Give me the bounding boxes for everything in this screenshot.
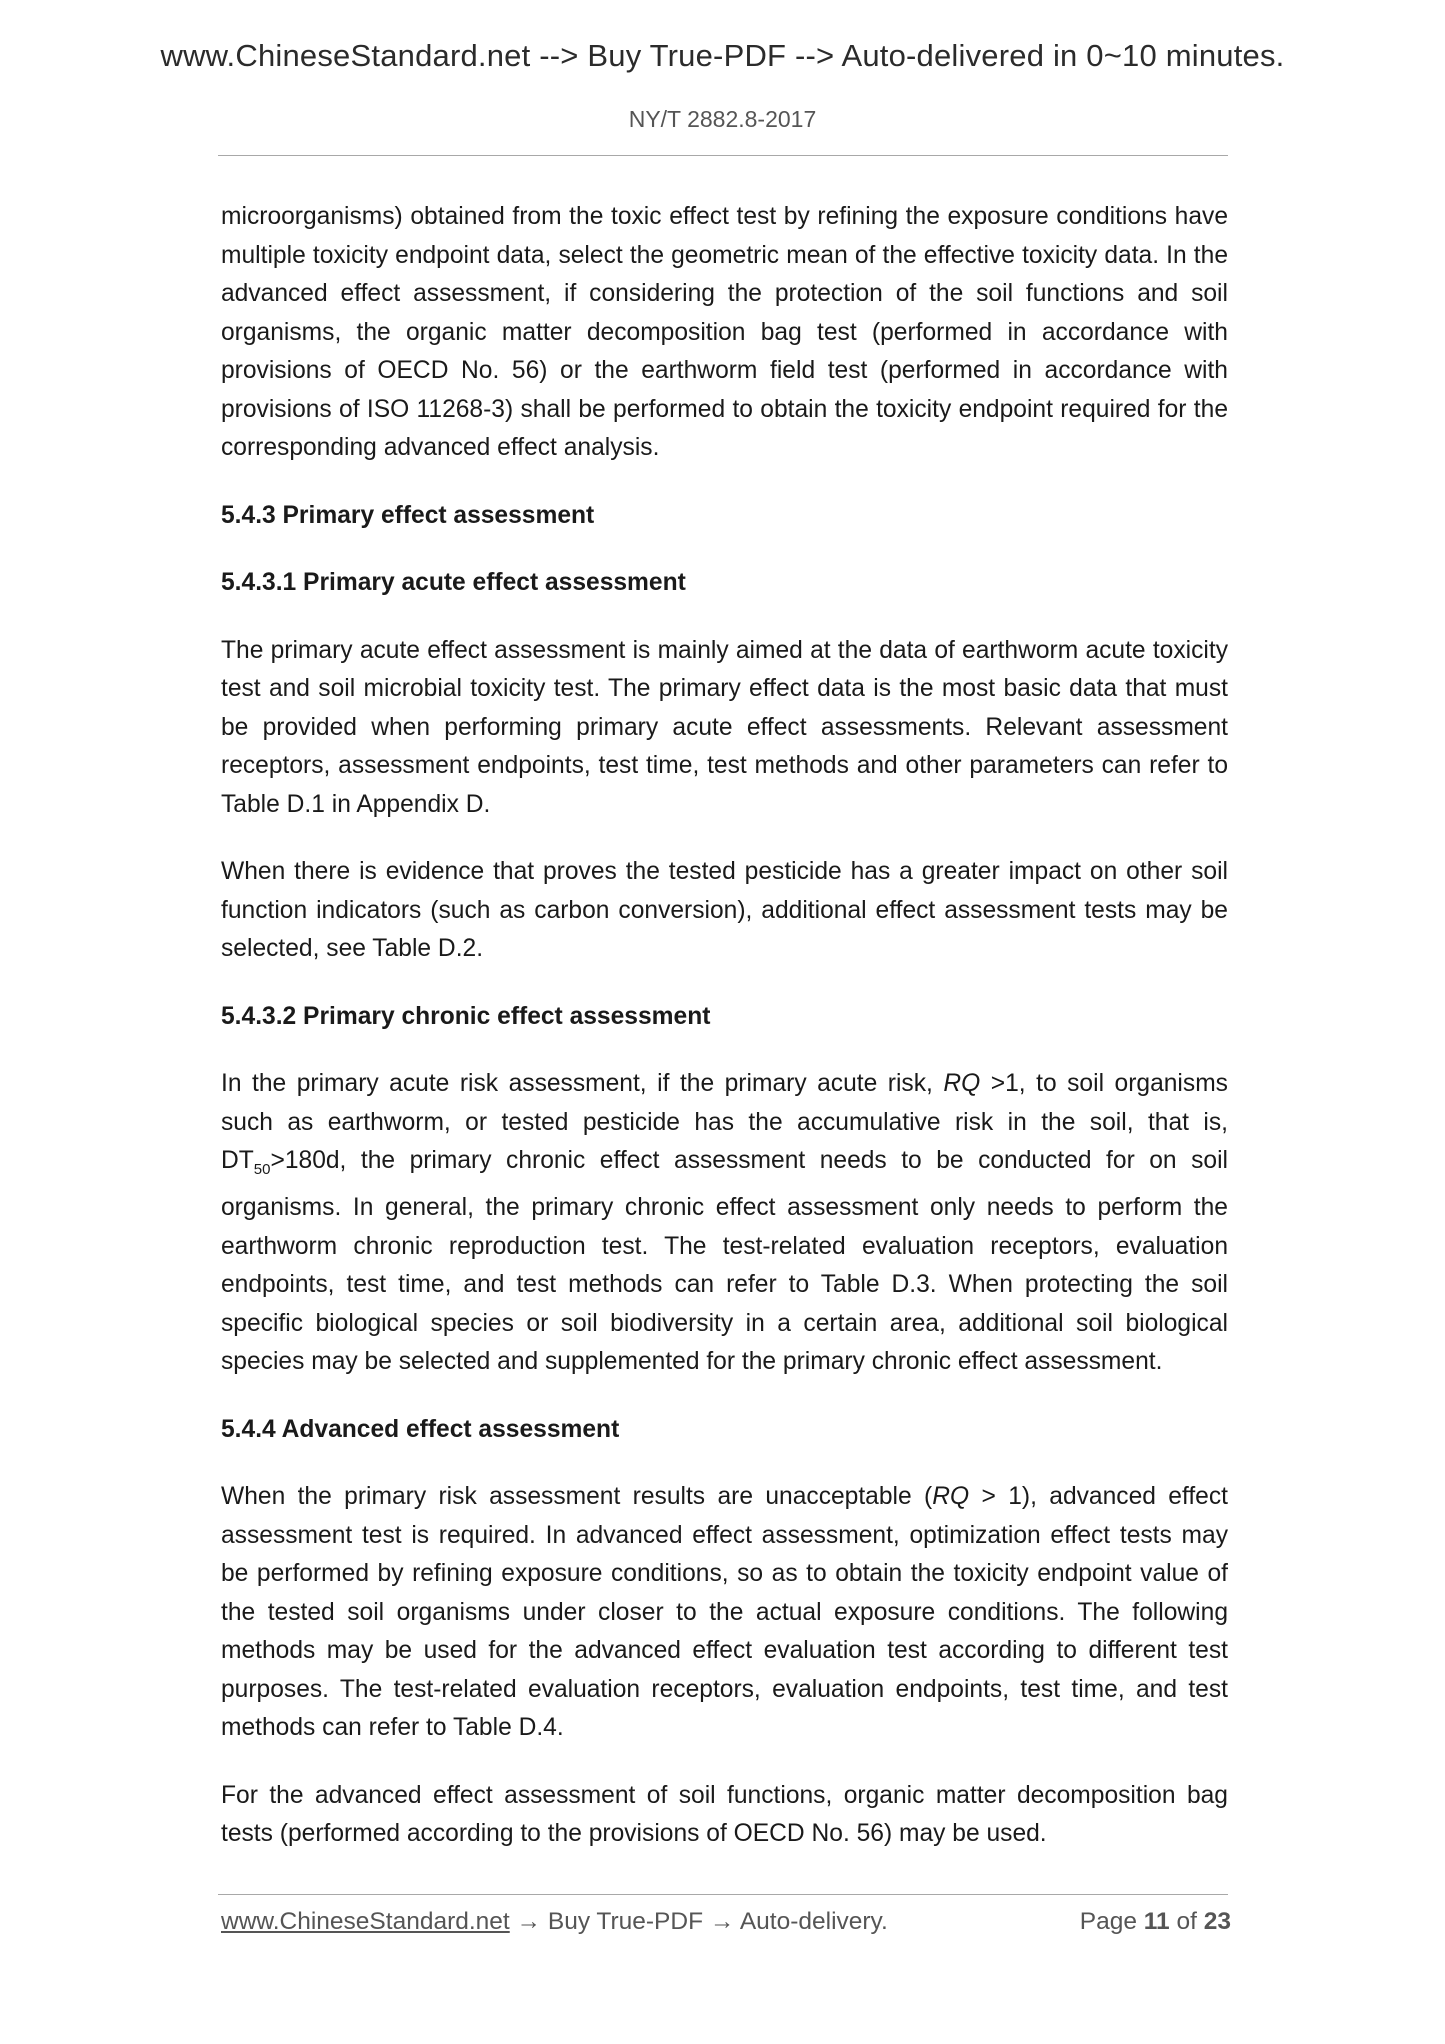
- paragraph-advanced-1: [221, 1478, 1228, 1748]
- text-run: In the primary acute risk assessment, if the primary acute risk,: [221, 1070, 944, 1097]
- paragraph-chronic: [221, 1065, 1228, 1382]
- text-run: > 1), advanced effect assessment test is required. In advanced effect assessment, optimization effect tests may be performed by refining exposure conditions, so as to obtain the toxicity endpoint value of the tested soil organisms under closer to the actual exposure conditions. The following methods may be used for the advanced effect evaluation test according to different test purposes. The test-related evaluation receptors, evaluation endpoints, test time, and test methods can refer to Table D.4.: [221, 1483, 1228, 1742]
- page-current: 11: [1143, 1908, 1170, 1935]
- page-total: 23: [1203, 1908, 1231, 1935]
- page-label: Page: [1079, 1908, 1144, 1935]
- text-run: >1, to soil organisms such as earthworm, or tested pesticide has the accumulative risk in the soil, that is, DT: [221, 1070, 1228, 1174]
- page-of-label: of: [1169, 1908, 1204, 1935]
- section-heading-5-4-3-2: 5.4.3.2 Primary chronic effect assessment: [221, 1002, 711, 1030]
- dt50-subscript: 50: [253, 1160, 271, 1178]
- section-heading-5-4-3-1: 5.4.3.1 Primary acute effect assessment: [221, 569, 686, 596]
- text-run: When the primary risk assessment results are unacceptable (: [221, 1483, 933, 1511]
- paragraph-acute-1: The primary acute effect assessment is mainly aimed at the data of earthworm acute toxicity test and soil microbial toxicity test. The primary effect data is the most basic data that must be provided when performing primary acute effect assessments. Relevant assessment receptors, assessment endpoints, test time, test methods and other parameters can refer to Table D.1 in Appendix D.: [221, 636, 1228, 818]
- page-counter: [1080, 1908, 1231, 1936]
- rq-term: RQ: [932, 1483, 970, 1511]
- section-heading-5-4-3: 5.4.3 Primary effect assessment: [221, 501, 595, 529]
- paragraph-acute-2: When there is evidence that proves the tested pesticide has a greater impact on other soil function indicators (such as carbon conversion), additional effect assessment tests may be selected, see Table D.2.: [221, 858, 1228, 962]
- document-body: [221, 198, 1228, 1883]
- paragraph-advanced-2: For the advanced effect assessment of soil functions, organic matter decomposition bag tests (performed according to the provisions of OECD No. 56) may be used.: [221, 1781, 1228, 1848]
- paragraph-intro: microorganisms) obtained from the toxic effect test by refining the exposure conditions have multiple toxicity endpoint data, select the geometric mean of the effective toxicity data. In the advanced effect assessment, if considering the protection of the soil functions and soil organisms, the organic matter decomposition bag test (performed in accordance with provisions of OECD No. 56) or the earthworm field test (performed in accordance with provisions of ISO 11268-3) shall be performed to obtain the toxicity endpoint required for the corresponding advanced effect analysis.: [221, 203, 1228, 461]
- page-footer: [221, 1908, 1231, 1948]
- text-run: >180d, the primary chronic effect assessment needs to be conducted for on soil organisms. In general, the primary chronic effect assessment only needs to perform the earthworm chronic reproduction test. The test-related evaluation receptors, evaluation endpoints, test time, and test methods can refer to Table D.3. When protecting the soil specific biological species or soil biodiversity in a certain area, additional soil biological species may be selected and supplemented for the primary chronic effect assessment.: [221, 1147, 1228, 1376]
- source-banner: www.ChineseStandard.net --> Buy True-PDF --> Auto-delivered in 0~10 minutes.: [160, 38, 1285, 73]
- footer-source: [221, 1908, 888, 1936]
- footer-website-link[interactable]: www.ChineseStandard.net: [221, 1908, 510, 1935]
- section-heading-5-4-4: 5.4.4 Advanced effect assessment: [221, 1415, 620, 1443]
- footer-divider: [218, 1894, 1228, 1895]
- standard-code: NY/T 2882.8-2017: [628, 106, 817, 132]
- header-divider: [218, 155, 1228, 156]
- footer-delivery-text: → Buy True-PDF → Auto-delivery.: [509, 1908, 888, 1935]
- rq-term: RQ: [943, 1070, 981, 1097]
